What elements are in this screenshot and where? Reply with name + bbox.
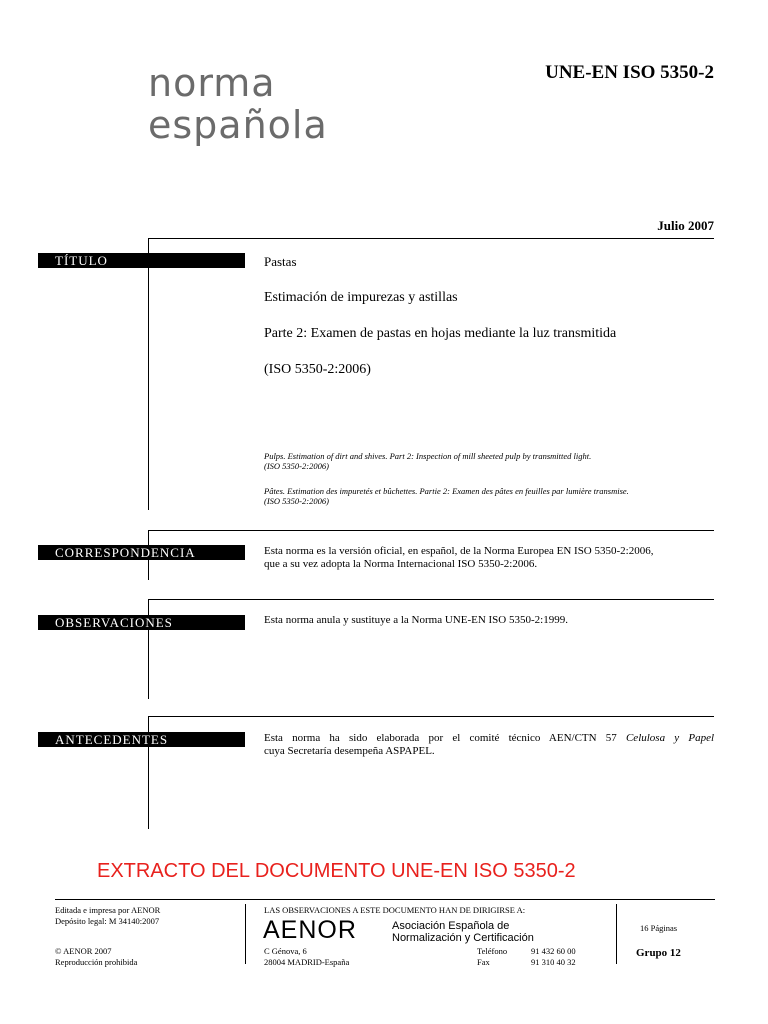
publication-date: Julio 2007 <box>657 218 714 233</box>
standard-code: UNE-EN ISO 5350-2 <box>545 62 714 83</box>
footer-copyright-block <box>55 946 137 968</box>
aenor-logo: AENOR <box>263 916 357 944</box>
observaciones-label: OBSERVACIONES <box>38 615 245 630</box>
correspondencia-line2: que a su vez adopta la Norma Internacional ISO 5350-2:2006. <box>264 558 538 570</box>
correspondencia-line1: Esta norma es la versión oficial, en español, de la Norma Europea EN ISO 5350-2:2006, <box>264 545 654 557</box>
aenor-association <box>392 920 534 944</box>
grupo: Grupo 12 <box>636 947 681 959</box>
observaciones-side-rule <box>148 599 149 699</box>
address-city: 28004 MADRID-España <box>264 957 350 967</box>
tel-label: Teléfono <box>477 946 508 956</box>
contact-labels <box>477 946 507 968</box>
fax-label: Fax <box>477 957 490 967</box>
address-block <box>264 946 349 968</box>
french-title-iso: (ISO 5350-2:2006) <box>264 496 329 506</box>
footer-divider-left <box>245 904 246 964</box>
antecedentes-committee-name: Celulosa y Papel <box>625 732 715 744</box>
assoc-line2: Normalización y Certificación <box>392 932 534 944</box>
deposito-legal: Depósito legal: M 34140:2007 <box>55 916 160 926</box>
english-title-line: Pulps. Estimation of dirt and shives. Part 2: Inspection of mill sheeted pulp by transmitted light. <box>264 451 592 461</box>
titulo-top-rule <box>148 238 714 239</box>
antecedentes-line2: cuya Secretaría desempeña ASPAPEL. <box>264 745 435 757</box>
titulo-label: TÍTULO <box>38 253 245 268</box>
title-line-pastas: Pastas <box>264 254 297 269</box>
edited-by: Editada e impresa por AENOR <box>55 905 161 915</box>
tel-value: 91 432 60 00 <box>531 946 576 956</box>
correspondencia-top-rule <box>148 530 714 531</box>
footer-divider-right <box>616 904 617 964</box>
fax-value: 91 310 40 32 <box>531 957 576 967</box>
observaciones-heading: LAS OBSERVACIONES A ESTE DOCUMENTO HAN DE DIRIGIRSE A: <box>264 905 526 915</box>
logo-norma: norma <box>148 61 276 105</box>
title-line-estimacion: Estimación de impurezas y astillas <box>264 290 458 305</box>
antecedentes-text <box>264 732 714 758</box>
antecedentes-line1-a: Esta norma ha sido elaborada por el comité técnico AEN/CTN 57 <box>264 732 626 744</box>
copyright: © AENOR 2007 <box>55 946 112 956</box>
title-line-iso: (ISO 5350-2:2006) <box>264 362 371 377</box>
reproduccion: Reproducción prohibida <box>55 957 138 967</box>
footer-left-block <box>55 905 160 927</box>
correspondencia-text <box>264 545 653 571</box>
observaciones-text: Esta norma anula y sustituye a la Norma UNE-EN ISO 5350-2:1999. <box>264 614 568 626</box>
assoc-line1: Asociación Española de <box>392 920 510 932</box>
footer-top-rule <box>55 899 715 900</box>
english-title <box>264 451 714 471</box>
correspondencia-label: CORRESPONDENCIA <box>38 545 245 560</box>
contact-values <box>531 946 576 968</box>
english-title-iso: (ISO 5350-2:2006) <box>264 461 329 471</box>
antecedentes-label: ANTECEDENTES <box>38 732 245 747</box>
page-count: 16 Páginas <box>640 923 678 933</box>
observaciones-top-rule <box>148 599 714 600</box>
titulo-side-rule <box>148 238 149 510</box>
logo-espanola: española <box>148 103 328 147</box>
address-street: C Génova, 6 <box>264 946 307 956</box>
antecedentes-line1 <box>264 732 714 745</box>
french-title <box>264 486 714 506</box>
extract-notice: EXTRACTO DEL DOCUMENTO UNE-EN ISO 5350-2 <box>97 860 576 882</box>
antecedentes-top-rule <box>148 716 714 717</box>
french-title-line: Pâtes. Estimation des impuretés et bûchettes. Partie 2: Examen des pâtes en feuilles par lumière transmise. <box>264 486 629 496</box>
title-line-parte2: Parte 2: Examen de pastas en hojas mediante la luz transmitida <box>264 326 617 341</box>
